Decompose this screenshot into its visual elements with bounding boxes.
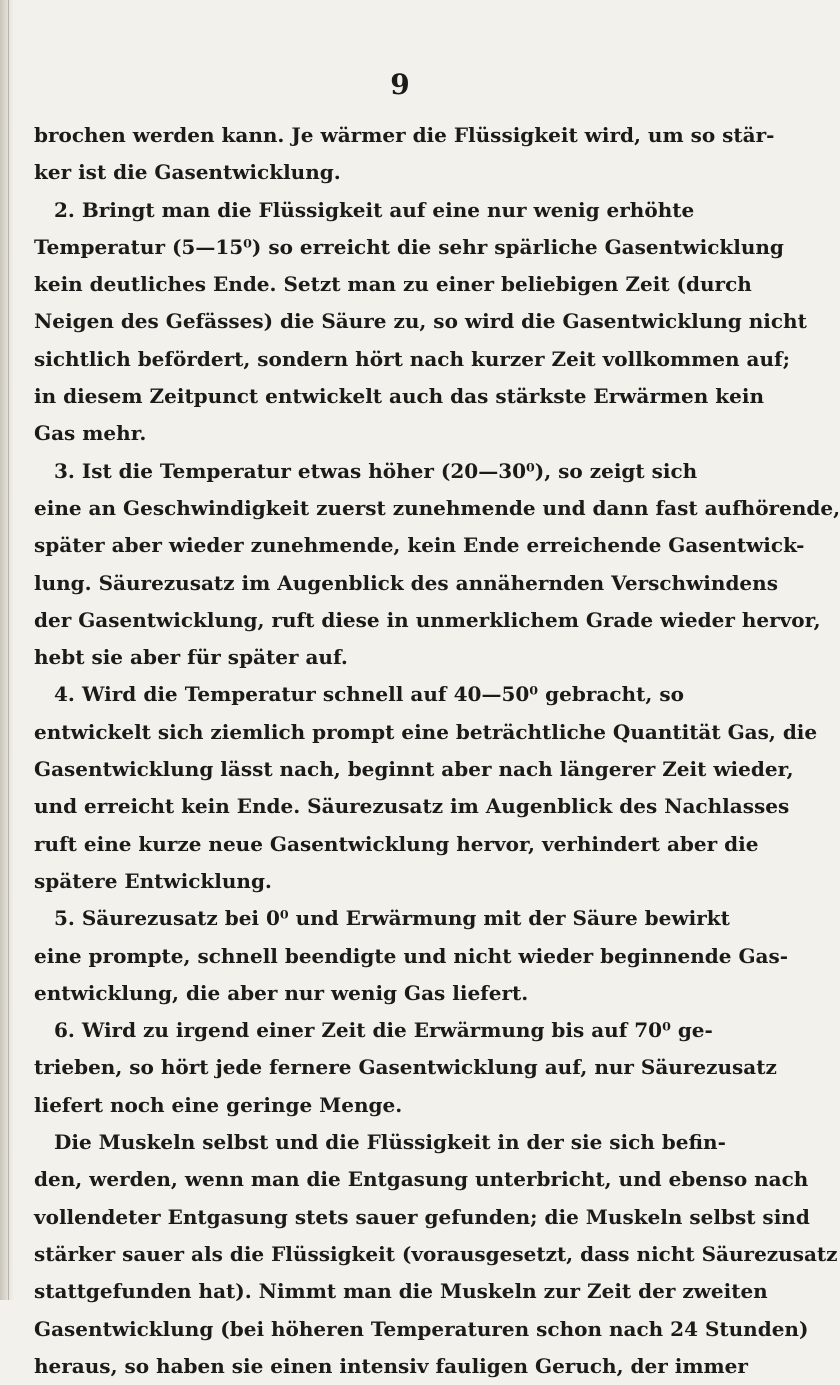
text-line: entwicklung, die aber nur wenig Gas liefert. bbox=[34, 980, 529, 1005]
text-line: den, werden, wenn man die Entgasung unterbricht, und ebenso nach bbox=[34, 1167, 809, 1192]
page-binding-edge bbox=[0, 0, 14, 1300]
text-line: entwickelt sich ziemlich prompt eine beträchtliche Quantität Gas, die bbox=[34, 719, 818, 744]
text-line: Gasentwicklung (bei höheren Temperaturen schon nach 24 Stunden) bbox=[34, 1316, 809, 1341]
text-line: in diesem Zeitpunct entwickelt auch das stärkste Erwärmen kein bbox=[34, 384, 764, 409]
text-line: sichtlich befördert, sondern hört nach kurzer Zeit vollkommen auf; bbox=[34, 346, 791, 371]
text-line: spätere Entwicklung. bbox=[34, 868, 272, 893]
text-line: Gasentwicklung lässt nach, beginnt aber nach längerer Zeit wieder, bbox=[34, 757, 794, 782]
text-line: später aber wieder zunehmende, kein Ende erreichende Gasentwick- bbox=[34, 533, 805, 558]
page-number: 9 bbox=[390, 68, 410, 101]
text-line: ruft eine kurze neue Gasentwicklung hervor, verhindert aber die bbox=[34, 831, 759, 856]
text-line: liefert noch eine geringe Menge. bbox=[34, 1092, 403, 1117]
text-line: ker ist die Gasentwicklung. bbox=[34, 160, 341, 185]
text-line: heraus, so haben sie einen intensiv fauligen Geruch, der immer bbox=[34, 1353, 748, 1378]
text-line: eine an Geschwindigkeit zuerst zunehmende und dann fast aufhörende, bbox=[34, 495, 840, 520]
text-line: brochen werden kann. Je wärmer die Flüssigkeit wird, um so stär- bbox=[34, 123, 775, 147]
text-line: Neigen des Gefässes) die Säure zu, so wird die Gasentwicklung nicht bbox=[34, 309, 807, 334]
text-line: 2. Bringt man die Flüssigkeit auf eine nur wenig erhöhte bbox=[34, 197, 695, 222]
text-line: hebt sie aber für später auf. bbox=[34, 645, 348, 670]
text-line: stattgefunden hat). Nimmt man die Muskeln zur Zeit der zweiten bbox=[34, 1279, 768, 1304]
text-line: der Gasentwicklung, ruft diese in unmerklichem Grade wieder hervor, bbox=[34, 607, 821, 632]
text-line: trieben, so hört jede fernere Gasentwicklung auf, nur Säurezusatz bbox=[34, 1055, 777, 1080]
text-line: kein deutliches Ende. Setzt man zu einer beliebigen Zeit (durch bbox=[34, 272, 752, 297]
text-line: 5. Säurezusatz bei 0⁰ und Erwärmung mit der Säure bewirkt bbox=[34, 906, 730, 931]
binding-fold-line bbox=[8, 0, 9, 1300]
text-line: und erreicht kein Ende. Säurezusatz im Augenblick des Nachlasses bbox=[34, 794, 790, 819]
text-line: 6. Wird zu irgend einer Zeit die Erwärmung bis auf 70⁰ ge- bbox=[34, 1018, 713, 1043]
text-line: 3. Ist die Temperatur etwas höher (20—30⁰), so zeigt sich bbox=[34, 458, 698, 483]
text-line: vollendeter Entgasung stets sauer gefunden; die Muskeln selbst sind bbox=[34, 1204, 810, 1229]
text-line: 4. Wird die Temperatur schnell auf 40—50⁰ gebracht, so bbox=[34, 682, 684, 707]
text-line: stärker sauer als die Flüssigkeit (vorausgesetzt, dass nicht Säurezusatz bbox=[34, 1241, 838, 1266]
text-line: Gas mehr. bbox=[34, 421, 147, 446]
text-line: Temperatur (5—15⁰) so erreicht die sehr spärliche Gasentwicklung bbox=[34, 234, 784, 259]
text-line: lung. Säurezusatz im Augenblick des annähernden Verschwindens bbox=[34, 570, 778, 595]
text-line: Die Muskeln selbst und die Flüssigkeit in der sie sich befin- bbox=[34, 1130, 726, 1155]
body-text bbox=[34, 117, 840, 1385]
text-line: eine prompte, schnell beendigte und nicht wieder beginnende Gas- bbox=[34, 943, 789, 968]
